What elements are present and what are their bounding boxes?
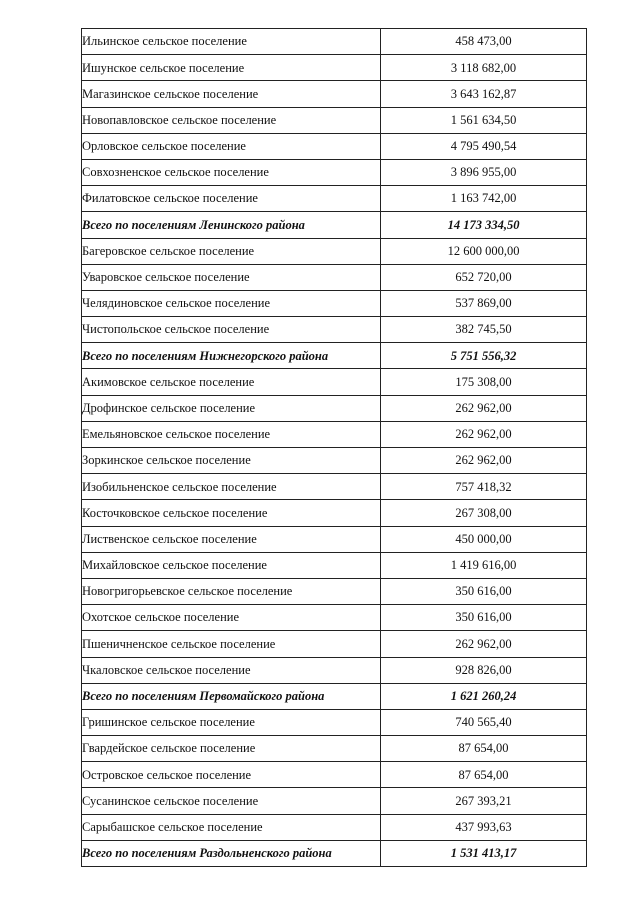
settlement-amount: 4 795 490,54 bbox=[381, 133, 587, 159]
table-row bbox=[82, 369, 587, 395]
settlement-amount: 3 643 162,87 bbox=[381, 81, 587, 107]
settlement-name: Охотское сельское поселение bbox=[82, 605, 381, 631]
settlement-name: Совхозненское сельское поселение bbox=[82, 159, 381, 185]
district-total-label: Всего по поселениям Ленинского района bbox=[82, 212, 381, 238]
settlement-amount: 350 616,00 bbox=[381, 605, 587, 631]
district-total-amount: 5 751 556,32 bbox=[381, 343, 587, 369]
settlement-name: Ишунское сельское поселение bbox=[82, 55, 381, 81]
table-row bbox=[82, 238, 587, 264]
table-row bbox=[82, 552, 587, 578]
table-row bbox=[82, 657, 587, 683]
settlement-amount: 1 561 634,50 bbox=[381, 107, 587, 133]
table-row bbox=[82, 29, 587, 55]
settlement-amount: 757 418,32 bbox=[381, 474, 587, 500]
settlement-name: Филатовское сельское поселение bbox=[82, 186, 381, 212]
settlement-name: Новопавловское сельское поселение bbox=[82, 107, 381, 133]
settlement-amount: 262 962,00 bbox=[381, 395, 587, 421]
settlement-amount: 12 600 000,00 bbox=[381, 238, 587, 264]
settlement-name: Уваровское сельское поселение bbox=[82, 264, 381, 290]
settlement-name: Гришинское сельское поселение bbox=[82, 709, 381, 735]
table-row bbox=[82, 421, 587, 447]
table-row bbox=[82, 709, 587, 735]
settlement-name: Изобильненское сельское поселение bbox=[82, 474, 381, 500]
table-row bbox=[82, 448, 587, 474]
district-total-label: Всего по поселениям Раздольненского района bbox=[82, 840, 381, 866]
district-total-row bbox=[82, 683, 587, 709]
settlement-name: Багеровское сельское поселение bbox=[82, 238, 381, 264]
settlement-amount: 537 869,00 bbox=[381, 290, 587, 316]
settlement-amount: 928 826,00 bbox=[381, 657, 587, 683]
settlement-name: Сусанинское сельское поселение bbox=[82, 788, 381, 814]
settlement-name: Челядиновское сельское поселение bbox=[82, 290, 381, 316]
table-row bbox=[82, 107, 587, 133]
table-row bbox=[82, 395, 587, 421]
settlement-amount: 267 308,00 bbox=[381, 500, 587, 526]
settlement-name: Косточковское сельское поселение bbox=[82, 500, 381, 526]
settlement-name: Зоркинское сельское поселение bbox=[82, 448, 381, 474]
settlement-amount: 267 393,21 bbox=[381, 788, 587, 814]
settlement-amount: 450 000,00 bbox=[381, 526, 587, 552]
district-total-label: Всего по поселениям Первомайского района bbox=[82, 683, 381, 709]
settlement-amount: 652 720,00 bbox=[381, 264, 587, 290]
table-body bbox=[82, 29, 587, 867]
settlement-name: Акимовское сельское поселение bbox=[82, 369, 381, 395]
settlement-amount: 437 993,63 bbox=[381, 814, 587, 840]
settlement-name: Сарыбашское сельское поселение bbox=[82, 814, 381, 840]
settlement-amount: 740 565,40 bbox=[381, 709, 587, 735]
settlement-amount: 1 419 616,00 bbox=[381, 552, 587, 578]
district-total-amount: 1 621 260,24 bbox=[381, 683, 587, 709]
table-row bbox=[82, 290, 587, 316]
settlement-name: Новогригорьевское сельское поселение bbox=[82, 578, 381, 604]
table-row bbox=[82, 159, 587, 185]
table-row bbox=[82, 788, 587, 814]
settlement-name: Магазинское сельское поселение bbox=[82, 81, 381, 107]
table-row bbox=[82, 631, 587, 657]
settlement-name: Лиственское сельское поселение bbox=[82, 526, 381, 552]
table-row bbox=[82, 762, 587, 788]
settlement-name: Емельяновское сельское поселение bbox=[82, 421, 381, 447]
table-row bbox=[82, 133, 587, 159]
settlement-amount: 87 654,00 bbox=[381, 736, 587, 762]
table-row bbox=[82, 736, 587, 762]
district-total-label: Всего по поселениям Нижнегорского района bbox=[82, 343, 381, 369]
settlement-amount: 262 962,00 bbox=[381, 421, 587, 447]
table-row bbox=[82, 55, 587, 81]
settlement-name: Орловское сельское поселение bbox=[82, 133, 381, 159]
settlement-amount: 262 962,00 bbox=[381, 448, 587, 474]
settlement-amount: 87 654,00 bbox=[381, 762, 587, 788]
table-row bbox=[82, 317, 587, 343]
settlement-amount: 382 745,50 bbox=[381, 317, 587, 343]
table-row bbox=[82, 264, 587, 290]
settlement-name: Дрофинское сельское поселение bbox=[82, 395, 381, 421]
table-row bbox=[82, 474, 587, 500]
settlement-name: Островское сельское поселение bbox=[82, 762, 381, 788]
settlement-amount: 350 616,00 bbox=[381, 578, 587, 604]
allocation-table bbox=[81, 28, 587, 867]
district-total-amount: 14 173 334,50 bbox=[381, 212, 587, 238]
settlement-name: Михайловское сельское поселение bbox=[82, 552, 381, 578]
table-row bbox=[82, 500, 587, 526]
settlement-name: Гвардейское сельское поселение bbox=[82, 736, 381, 762]
table-row bbox=[82, 578, 587, 604]
settlement-amount: 3 896 955,00 bbox=[381, 159, 587, 185]
settlement-name: Чкаловское сельское поселение bbox=[82, 657, 381, 683]
settlement-amount: 175 308,00 bbox=[381, 369, 587, 395]
table-row bbox=[82, 81, 587, 107]
table-row bbox=[82, 186, 587, 212]
settlement-name: Чистопольское сельское поселение bbox=[82, 317, 381, 343]
settlement-amount: 1 163 742,00 bbox=[381, 186, 587, 212]
settlement-name: Ильинское сельское поселение bbox=[82, 29, 381, 55]
district-total-row bbox=[82, 212, 587, 238]
table-row bbox=[82, 605, 587, 631]
table-row bbox=[82, 814, 587, 840]
district-total-row bbox=[82, 343, 587, 369]
settlement-amount: 3 118 682,00 bbox=[381, 55, 587, 81]
district-total-row bbox=[82, 840, 587, 866]
settlement-amount: 458 473,00 bbox=[381, 29, 587, 55]
settlement-amount: 262 962,00 bbox=[381, 631, 587, 657]
table-row bbox=[82, 526, 587, 552]
settlement-name: Пшеничненское сельское поселение bbox=[82, 631, 381, 657]
district-total-amount: 1 531 413,17 bbox=[381, 840, 587, 866]
